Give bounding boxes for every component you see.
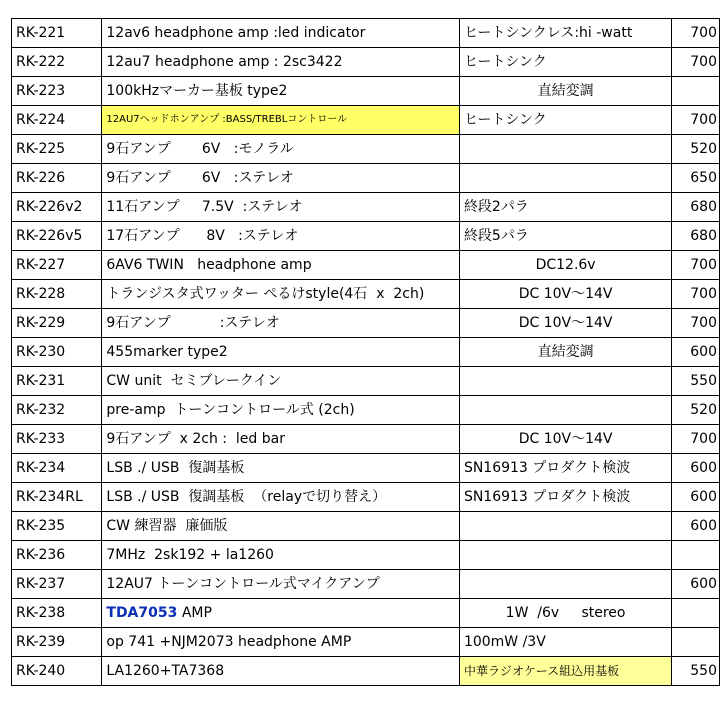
desc-cell (102, 599, 460, 628)
code-cell: RK-226v2 (12, 193, 102, 222)
table-row (12, 367, 720, 396)
note-cell: DC12.6v (459, 251, 671, 280)
note-cell (459, 367, 671, 396)
code-cell: RK-234 (12, 454, 102, 483)
price-cell: 600 (672, 483, 720, 512)
table-row (12, 396, 720, 425)
code-cell: RK-240 (12, 657, 102, 686)
table-row (12, 570, 720, 599)
note-cell: DC 10V〜14V (459, 309, 671, 338)
table-row (12, 309, 720, 338)
note-cell: SN16913 プロダクト検波 (459, 483, 671, 512)
desc-cell: 100kHzマーカー基板 type2 (102, 77, 460, 106)
code-cell: RK-228 (12, 280, 102, 309)
price-cell (672, 541, 720, 570)
note-cell: 100mW /3V (459, 628, 671, 657)
note-cell: SN16913 プロダクト検波 (459, 454, 671, 483)
code-cell: RK-222 (12, 48, 102, 77)
note-cell: DC 10V〜14V (459, 280, 671, 309)
note-cell: 直結変調 (459, 77, 671, 106)
desc-cell: CW unit セミブレークイン (102, 367, 460, 396)
table-row (12, 454, 720, 483)
code-cell: RK-232 (12, 396, 102, 425)
note-cell (459, 541, 671, 570)
desc-cell: トランジスタ式ワッター ぺるけstyle(4石 x 2ch) (102, 280, 460, 309)
code-cell: RK-236 (12, 541, 102, 570)
table-row (12, 77, 720, 106)
note-cell (459, 570, 671, 599)
desc-cell: 11石アンプ 7.5V :ステレオ (102, 193, 460, 222)
price-cell: 600 (672, 512, 720, 541)
code-cell: RK-229 (12, 309, 102, 338)
price-cell (672, 599, 720, 628)
note-cell (459, 396, 671, 425)
desc-cell: 9石アンプ x 2ch : led bar (102, 425, 460, 454)
note-cell: 1W /6v stereo (459, 599, 671, 628)
desc-cell: CW 練習器 廉価版 (102, 512, 460, 541)
price-cell: 550 (672, 657, 720, 686)
note-cell: ヒートシンク (459, 48, 671, 77)
code-cell: RK-226 (12, 164, 102, 193)
table-row (12, 164, 720, 193)
desc-cell: 12AU7 トーンコントロール式マイクアンプ (102, 570, 460, 599)
desc-cell: 9石アンプ :ステレオ (102, 309, 460, 338)
desc-cell: op 741 +NJM2073 headphone AMP (102, 628, 460, 657)
code-cell: RK-235 (12, 512, 102, 541)
code-cell: RK-221 (12, 19, 102, 48)
note-cell-highlighted: 中華ラジオケース組込用基板 (459, 657, 671, 686)
note-cell: 直結変調 (459, 338, 671, 367)
code-cell: RK-225 (12, 135, 102, 164)
code-cell: RK-237 (12, 570, 102, 599)
table-row (12, 425, 720, 454)
price-cell: 650 (672, 164, 720, 193)
table-row (12, 135, 720, 164)
desc-cell: 6AV6 TWIN headphone amp (102, 251, 460, 280)
table-row (12, 512, 720, 541)
note-cell (459, 135, 671, 164)
desc-cell: 9石アンプ 6V :ステレオ (102, 164, 460, 193)
parts-table (11, 18, 720, 686)
price-cell: 700 (672, 425, 720, 454)
desc-cell: LSB ./ USB 復調基板 (102, 454, 460, 483)
chip-name: TDA7053 (106, 605, 178, 621)
price-cell: 700 (672, 19, 720, 48)
note-cell (459, 164, 671, 193)
desc-cell: 17石アンプ 8V :ステレオ (102, 222, 460, 251)
table-row (12, 541, 720, 570)
price-cell: 600 (672, 570, 720, 599)
code-cell: RK-227 (12, 251, 102, 280)
code-cell: RK-233 (12, 425, 102, 454)
desc-cell: LA1260+TA7368 (102, 657, 460, 686)
price-cell: 700 (672, 251, 720, 280)
price-cell: 680 (672, 222, 720, 251)
table-row (12, 193, 720, 222)
price-cell: 700 (672, 106, 720, 135)
table-row (12, 19, 720, 48)
price-cell: 680 (672, 193, 720, 222)
code-cell: RK-224 (12, 106, 102, 135)
price-cell: 550 (672, 367, 720, 396)
desc-text: AMP (181, 605, 212, 621)
desc-cell-highlighted: 12AU7ヘッドホンアンプ :BASS/TREBLコントロール (102, 106, 460, 135)
price-cell: 700 (672, 48, 720, 77)
desc-cell: 12au7 headphone amp : 2sc3422 (102, 48, 460, 77)
note-cell: DC 10V〜14V (459, 425, 671, 454)
price-cell: 600 (672, 338, 720, 367)
price-cell: 700 (672, 280, 720, 309)
table-row (12, 657, 720, 686)
code-cell: RK-238 (12, 599, 102, 628)
table-row (12, 599, 720, 628)
table-row (12, 222, 720, 251)
desc-cell: 455marker type2 (102, 338, 460, 367)
price-cell: 700 (672, 309, 720, 338)
code-cell: RK-234RL (12, 483, 102, 512)
note-cell: ヒートシンクレス:hi -watt (459, 19, 671, 48)
table-row (12, 483, 720, 512)
note-cell: ヒートシンク (459, 106, 671, 135)
price-cell (672, 628, 720, 657)
table-row (12, 280, 720, 309)
desc-cell: 12av6 headphone amp :led indicator (102, 19, 460, 48)
price-cell: 520 (672, 396, 720, 425)
price-cell (672, 77, 720, 106)
note-cell: 終段2パラ (459, 193, 671, 222)
note-cell (459, 512, 671, 541)
price-cell: 520 (672, 135, 720, 164)
table-row (12, 251, 720, 280)
note-cell: 終段5パラ (459, 222, 671, 251)
table-row (12, 338, 720, 367)
price-cell: 600 (672, 454, 720, 483)
table-row (12, 48, 720, 77)
code-cell: RK-239 (12, 628, 102, 657)
table-row (12, 106, 720, 135)
desc-cell: 7MHz 2sk192 + la1260 (102, 541, 460, 570)
desc-cell: 9石アンプ 6V :モノラル (102, 135, 460, 164)
code-cell: RK-231 (12, 367, 102, 396)
code-cell: RK-223 (12, 77, 102, 106)
code-cell: RK-226v5 (12, 222, 102, 251)
code-cell: RK-230 (12, 338, 102, 367)
table-row (12, 628, 720, 657)
desc-cell: LSB ./ USB 復調基板 （relayで切り替え） (102, 483, 460, 512)
desc-cell: pre-amp トーンコントロール式 (2ch) (102, 396, 460, 425)
